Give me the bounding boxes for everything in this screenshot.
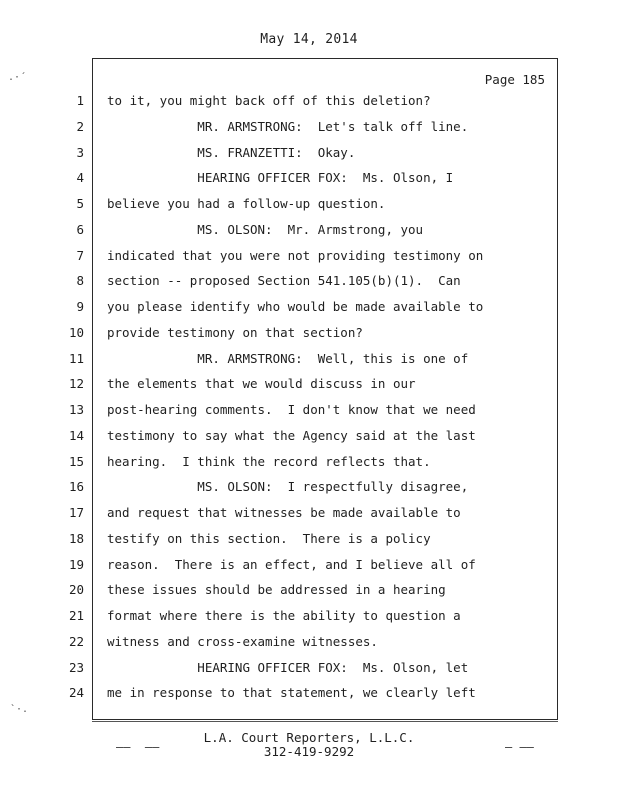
transcript-line: [0, 504, 618, 522]
line-number: 16: [68, 479, 84, 495]
line-number: 14: [68, 427, 84, 443]
footer-phone: 312-419-9292: [263, 744, 355, 759]
transcript-line: [0, 221, 618, 239]
transcript-line: [0, 324, 618, 342]
line-text: section -- proposed Section 541.105(b)(1). Can: [107, 273, 461, 289]
transcript-line: [0, 195, 618, 213]
line-text: me in response to that statement, we clearly left: [107, 685, 476, 701]
line-number: 4: [76, 170, 84, 186]
line-number: 21: [68, 608, 84, 623]
line-text: indicated that you were not providing testimony on: [107, 247, 484, 263]
transcript-line: [0, 581, 618, 599]
line-number: 6: [76, 221, 84, 237]
transcript-line: [0, 633, 618, 651]
transcript-line: [0, 659, 618, 677]
transcript-line: [0, 92, 618, 110]
line-number: 8: [76, 273, 84, 289]
transcript-line: [0, 298, 618, 316]
line-text: post-hearing comments. I don't know that we need: [107, 402, 476, 417]
line-number: 10: [68, 324, 84, 340]
transcript-line: [0, 607, 618, 625]
line-number: 12: [68, 376, 84, 392]
line-text: these issues should be addressed in a hearing: [107, 582, 446, 598]
transcript-line: [0, 684, 618, 702]
transcript-line: [0, 118, 618, 136]
line-text: MR. ARMSTRONG: Well, this is one of: [107, 350, 469, 366]
line-text: MS. OLSON: Mr. Armstrong, you: [107, 221, 424, 237]
margin-mark-bottom: `·.: [10, 704, 29, 715]
line-number: 20: [68, 582, 84, 598]
line-text: MS. FRANZETTI: Okay.: [107, 144, 356, 160]
transcript-line: [0, 272, 618, 290]
transcript-line: [0, 247, 618, 265]
line-number: 19: [68, 556, 84, 572]
transcript-line: [0, 401, 618, 419]
footer-left-dash: —— ——: [116, 740, 160, 754]
footer-right-dash: — ——: [505, 740, 534, 754]
transcript-line: [0, 453, 618, 471]
line-number: 24: [68, 685, 84, 701]
line-text: MR. ARMSTRONG: Let's talk off line.: [107, 118, 469, 134]
line-number: 23: [68, 659, 84, 675]
line-number: 18: [68, 530, 84, 546]
frame-bottom-rule: [92, 721, 558, 722]
line-text: HEARING OFFICER FOX: Ms. Olson, let: [107, 659, 469, 675]
line-number: 11: [68, 350, 84, 366]
line-text: to it, you might back off of this deletion?: [107, 93, 431, 108]
page-number: Page 185: [484, 72, 545, 87]
line-text: the elements that we would discuss in our: [107, 376, 416, 392]
header-date: May 14, 2014: [260, 32, 358, 47]
line-number: 15: [68, 453, 84, 469]
line-number: 22: [68, 633, 84, 649]
transcript-line: [0, 556, 618, 574]
line-text: testify on this section. There is a policy: [107, 530, 431, 546]
transcript-line: [0, 169, 618, 187]
line-number: 5: [76, 196, 84, 211]
line-text: you please identify who would be made available to: [107, 299, 484, 314]
transcript-line: [0, 144, 618, 162]
transcript-line: [0, 427, 618, 445]
line-text: believe you had a follow-up question.: [107, 196, 386, 211]
line-text: hearing. I think the record reflects that.: [107, 453, 431, 469]
line-text: testimony to say what the Agency said at the last: [107, 427, 476, 443]
line-text: reason. There is an effect, and I believe all of: [107, 556, 476, 572]
line-number: 9: [76, 299, 84, 314]
line-number: 3: [76, 144, 84, 160]
line-text: witness and cross-examine witnesses.: [107, 633, 378, 649]
line-text: HEARING OFFICER FOX: Ms. Olson, I: [107, 170, 454, 186]
line-number: 2: [76, 118, 84, 134]
line-text: provide testimony on that section?: [107, 324, 363, 340]
margin-mark-top: .·´: [8, 72, 27, 83]
line-text: and request that witnesses be made available to: [107, 505, 461, 520]
line-number: 1: [76, 93, 84, 108]
transcript-line: [0, 530, 618, 548]
line-number: 7: [76, 247, 84, 263]
transcript-line: [0, 375, 618, 393]
line-text: MS. OLSON: I respectfully disagree,: [107, 479, 469, 495]
line-number: 13: [68, 402, 84, 417]
footer-company: L.A. Court Reporters, L.L.C.: [203, 730, 415, 745]
line-number: 17: [68, 505, 84, 520]
line-text: format where there is the ability to question a: [107, 608, 461, 623]
transcript-line: [0, 350, 618, 368]
transcript-line: [0, 478, 618, 496]
